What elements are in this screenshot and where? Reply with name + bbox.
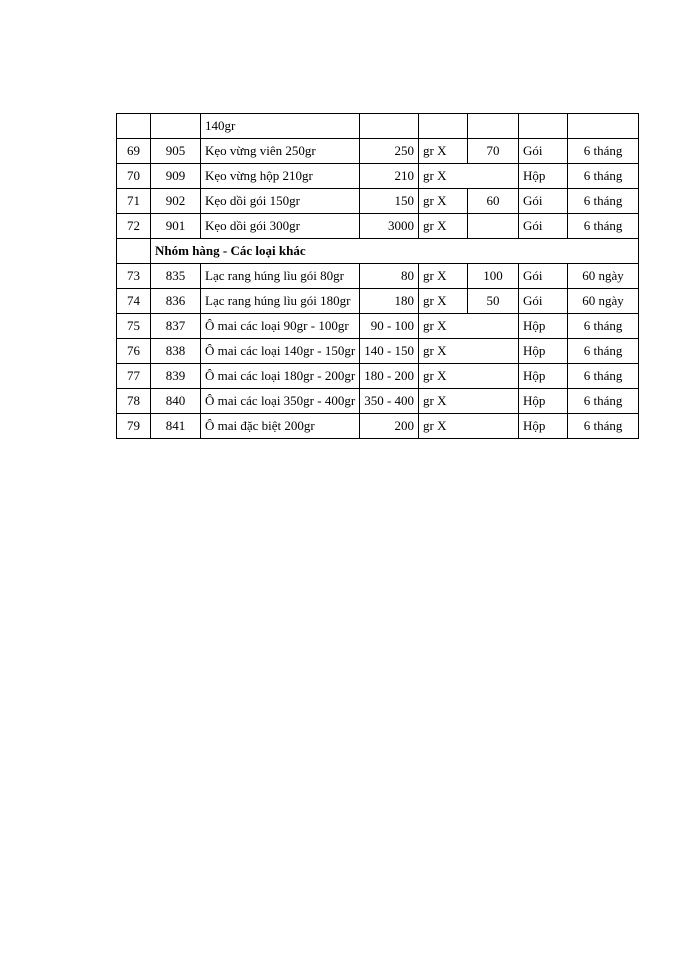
cell-shelf-life: 6 tháng	[568, 364, 639, 389]
table-row	[117, 264, 639, 289]
cell-no: 77	[117, 364, 151, 389]
cell-weight: 150	[360, 189, 419, 214]
cell-qty: 100	[468, 264, 519, 289]
cell-no	[117, 239, 151, 264]
cell-no: 72	[117, 214, 151, 239]
cell-qty: 60	[468, 189, 519, 214]
cell-no: 74	[117, 289, 151, 314]
cell-pack	[519, 114, 568, 139]
cell-pack: Hộp	[519, 414, 568, 439]
cell-qty	[468, 314, 519, 339]
cell-name: Ô mai đặc biệt 200gr	[201, 414, 360, 439]
cell-no: 79	[117, 414, 151, 439]
cell-unit: gr X	[419, 389, 468, 414]
cell-pack: Gói	[519, 264, 568, 289]
group-header-row	[117, 239, 639, 264]
cell-code: 837	[151, 314, 201, 339]
cell-weight: 180 - 200	[360, 364, 419, 389]
cell-pack: Hộp	[519, 314, 568, 339]
cell-qty	[468, 164, 519, 189]
cell-name: Ô mai các loại 350gr - 400gr	[201, 389, 360, 414]
cell-pack: Gói	[519, 139, 568, 164]
cell-pack: Hộp	[519, 164, 568, 189]
cell-code	[151, 114, 201, 139]
cell-code: 841	[151, 414, 201, 439]
cell-unit: gr X	[419, 289, 468, 314]
cell-no	[117, 114, 151, 139]
cell-code: 835	[151, 264, 201, 289]
cell-qty	[468, 114, 519, 139]
cell-pack: Gói	[519, 189, 568, 214]
cell-name: 140gr	[201, 114, 360, 139]
cell-pack: Hộp	[519, 389, 568, 414]
cell-qty	[468, 389, 519, 414]
cell-name: Kẹo vừng hộp 210gr	[201, 164, 360, 189]
cell-code: 909	[151, 164, 201, 189]
cell-unit	[419, 114, 468, 139]
cell-weight: 140 - 150	[360, 339, 419, 364]
cell-no: 71	[117, 189, 151, 214]
cell-no: 73	[117, 264, 151, 289]
table-row	[117, 289, 639, 314]
cell-name: Kẹo dồi gói 300gr	[201, 214, 360, 239]
cell-name: Lạc rang húng lìu gói 180gr	[201, 289, 360, 314]
table-row	[117, 189, 639, 214]
cell-name: Lạc rang húng lìu gói 80gr	[201, 264, 360, 289]
cell-qty: 50	[468, 289, 519, 314]
cell-shelf-life: 6 tháng	[568, 339, 639, 364]
cell-no: 76	[117, 339, 151, 364]
cell-no: 78	[117, 389, 151, 414]
table-row	[117, 339, 639, 364]
cell-unit: gr X	[419, 339, 468, 364]
group-header: Nhóm hàng - Các loại khác	[151, 239, 639, 264]
cell-shelf-life: 6 tháng	[568, 414, 639, 439]
cell-name: Ô mai các loại 180gr - 200gr	[201, 364, 360, 389]
cell-pack: Hộp	[519, 339, 568, 364]
cell-name: Kẹo dồi gói 150gr	[201, 189, 360, 214]
table-row	[117, 364, 639, 389]
cell-code: 902	[151, 189, 201, 214]
cell-no: 69	[117, 139, 151, 164]
cell-weight: 250	[360, 139, 419, 164]
cell-shelf-life: 6 tháng	[568, 314, 639, 339]
cell-pack: Gói	[519, 289, 568, 314]
cell-qty	[468, 364, 519, 389]
cell-name: Ô mai các loại 90gr - 100gr	[201, 314, 360, 339]
cell-code: 836	[151, 289, 201, 314]
cell-qty	[468, 214, 519, 239]
table-row	[117, 214, 639, 239]
cell-unit: gr X	[419, 364, 468, 389]
cell-unit: gr X	[419, 314, 468, 339]
table-row	[117, 164, 639, 189]
cell-weight: 210	[360, 164, 419, 189]
cell-no: 75	[117, 314, 151, 339]
table-row	[117, 139, 639, 164]
cell-weight: 90 - 100	[360, 314, 419, 339]
cell-unit: gr X	[419, 214, 468, 239]
cell-no: 70	[117, 164, 151, 189]
cell-qty	[468, 414, 519, 439]
cell-weight: 200	[360, 414, 419, 439]
cell-weight: 350 - 400	[360, 389, 419, 414]
cell-name: Kẹo vừng viên 250gr	[201, 139, 360, 164]
cell-qty: 70	[468, 139, 519, 164]
cell-unit: gr X	[419, 139, 468, 164]
table-row	[117, 314, 639, 339]
product-table	[116, 113, 639, 439]
cell-code: 840	[151, 389, 201, 414]
cell-code: 901	[151, 214, 201, 239]
cell-pack: Hộp	[519, 364, 568, 389]
table-row	[117, 389, 639, 414]
cell-shelf-life: 60 ngày	[568, 289, 639, 314]
cell-pack: Gói	[519, 214, 568, 239]
cell-name: Ô mai các loại 140gr - 150gr	[201, 339, 360, 364]
table-row	[117, 114, 639, 139]
cell-shelf-life: 6 tháng	[568, 389, 639, 414]
cell-unit: gr X	[419, 189, 468, 214]
cell-weight: 180	[360, 289, 419, 314]
cell-shelf-life: 6 tháng	[568, 139, 639, 164]
cell-unit: gr X	[419, 164, 468, 189]
cell-shelf-life: 6 tháng	[568, 164, 639, 189]
cell-weight: 3000	[360, 214, 419, 239]
cell-weight: 80	[360, 264, 419, 289]
cell-shelf-life: 6 tháng	[568, 214, 639, 239]
cell-unit: gr X	[419, 414, 468, 439]
cell-unit: gr X	[419, 264, 468, 289]
cell-shelf-life: 6 tháng	[568, 189, 639, 214]
cell-shelf-life	[568, 114, 639, 139]
cell-shelf-life: 60 ngày	[568, 264, 639, 289]
cell-weight	[360, 114, 419, 139]
cell-code: 905	[151, 139, 201, 164]
cell-code: 839	[151, 364, 201, 389]
cell-code: 838	[151, 339, 201, 364]
cell-qty	[468, 339, 519, 364]
table-row	[117, 414, 639, 439]
